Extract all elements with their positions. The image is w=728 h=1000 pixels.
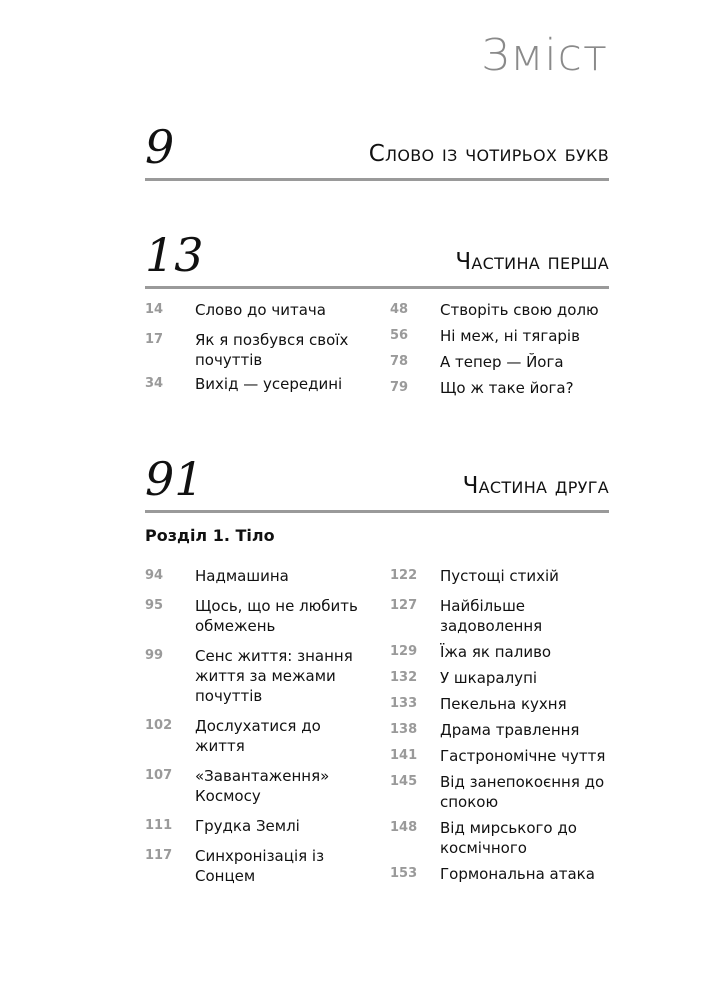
toc-entry[interactable] <box>390 352 620 372</box>
entry-page: 56 <box>390 328 409 343</box>
toc-entry[interactable] <box>390 772 620 812</box>
entry-title: Від мирського до космічного <box>440 819 577 857</box>
entry-page: 111 <box>145 818 173 833</box>
entry-title: Їжа як паливо <box>440 643 552 661</box>
entry-page: 132 <box>390 670 418 685</box>
section-header-intro <box>145 120 609 181</box>
toc-entry[interactable] <box>145 330 375 370</box>
entry-title: Що ж таке йога? <box>440 379 574 397</box>
entry-page: 95 <box>145 598 164 613</box>
toc-entry[interactable] <box>145 816 375 836</box>
entry-page: 148 <box>390 820 418 835</box>
entry-title: Дослухатися до життя <box>195 717 321 755</box>
entry-page: 133 <box>390 696 418 711</box>
entry-title: Гормональна атака <box>440 865 595 883</box>
section-page-number: 9 <box>145 120 175 174</box>
entry-page: 14 <box>145 302 164 317</box>
toc-entry[interactable] <box>145 766 375 806</box>
entry-page: 102 <box>145 718 173 733</box>
toc-entry[interactable] <box>390 720 620 740</box>
entry-title: Гастрономічне чуття <box>440 747 606 765</box>
toc-entry[interactable] <box>390 300 620 320</box>
toc-entry[interactable] <box>390 566 620 586</box>
toc-entry[interactable] <box>145 566 375 586</box>
toc-entry[interactable] <box>390 694 620 714</box>
section-header-part-one <box>145 228 609 289</box>
entry-title: Пустощі стихій <box>440 567 559 585</box>
section-title: Частина перша <box>455 249 609 275</box>
toc-entry[interactable] <box>145 596 375 636</box>
entry-page: 107 <box>145 768 173 783</box>
section-page-number: 13 <box>145 228 204 282</box>
entry-title: Створіть свою долю <box>440 301 599 319</box>
entry-title: Драма травлення <box>440 721 580 739</box>
entry-page: 138 <box>390 722 418 737</box>
entry-title: У шкаралупі <box>440 669 538 687</box>
subsection-title: Розділ 1. Тіло <box>145 526 275 545</box>
toc-entry[interactable] <box>390 642 620 662</box>
toc-entry[interactable] <box>145 300 375 320</box>
entry-page: 117 <box>145 848 173 863</box>
entry-page: 141 <box>390 748 418 763</box>
entry-title: Вихід — усередині <box>195 375 343 393</box>
entry-page: 99 <box>145 648 164 663</box>
entry-title: Ні меж, ні тягарів <box>440 327 580 345</box>
section-title: Частина друга <box>462 473 609 499</box>
toc-entry[interactable] <box>390 326 620 346</box>
toc-entry[interactable] <box>390 378 620 398</box>
part-one-right-column <box>390 300 620 408</box>
page-title: Зміст <box>481 30 608 81</box>
entry-page: 122 <box>390 568 418 583</box>
part-two-right-column <box>390 566 620 894</box>
entry-page: 48 <box>390 302 409 317</box>
toc-entry[interactable] <box>145 646 375 706</box>
entry-title: Від занепокоєння до спокою <box>440 773 605 811</box>
toc-entry[interactable] <box>390 596 620 636</box>
entry-page: 17 <box>145 332 164 347</box>
entry-title: Грудка Землі <box>195 817 300 835</box>
entry-title: Найбільше задоволення <box>440 597 543 635</box>
entry-page: 129 <box>390 644 418 659</box>
entry-title: А тепер — Йога <box>440 353 564 371</box>
toc-entry[interactable] <box>390 818 620 858</box>
entry-page: 127 <box>390 598 418 613</box>
entry-title: Синхронізація із Сонцем <box>195 847 325 885</box>
entry-title: Як я позбувся своїх почуттів <box>195 331 349 369</box>
entry-page: 78 <box>390 354 409 369</box>
entry-title: Надмашина <box>195 567 289 585</box>
part-one-left-column <box>145 300 375 404</box>
entry-title: «Завантаження» Космосу <box>195 767 330 805</box>
section-title: Слово із чотирьох букв <box>368 141 609 167</box>
entry-page: 153 <box>390 866 418 881</box>
section-header-part-two <box>145 452 609 513</box>
toc-entry[interactable] <box>390 864 620 884</box>
entry-page: 145 <box>390 774 418 789</box>
entry-title: Слово до читача <box>195 301 326 319</box>
entry-page: 94 <box>145 568 164 583</box>
toc-entry[interactable] <box>145 846 375 886</box>
toc-entry[interactable] <box>145 716 375 756</box>
entry-title: Сенс життя: знання життя за межами почуттів <box>195 647 353 705</box>
entry-page: 79 <box>390 380 409 395</box>
entry-page: 34 <box>145 376 164 391</box>
toc-entry[interactable] <box>390 668 620 688</box>
entry-title: Щось, що не любить обмежень <box>195 597 358 635</box>
toc-entry[interactable] <box>390 746 620 766</box>
toc-entry[interactable] <box>145 374 375 394</box>
section-page-number: 91 <box>145 452 204 506</box>
part-two-left-column <box>145 566 375 896</box>
entry-title: Пекельна кухня <box>440 695 567 713</box>
